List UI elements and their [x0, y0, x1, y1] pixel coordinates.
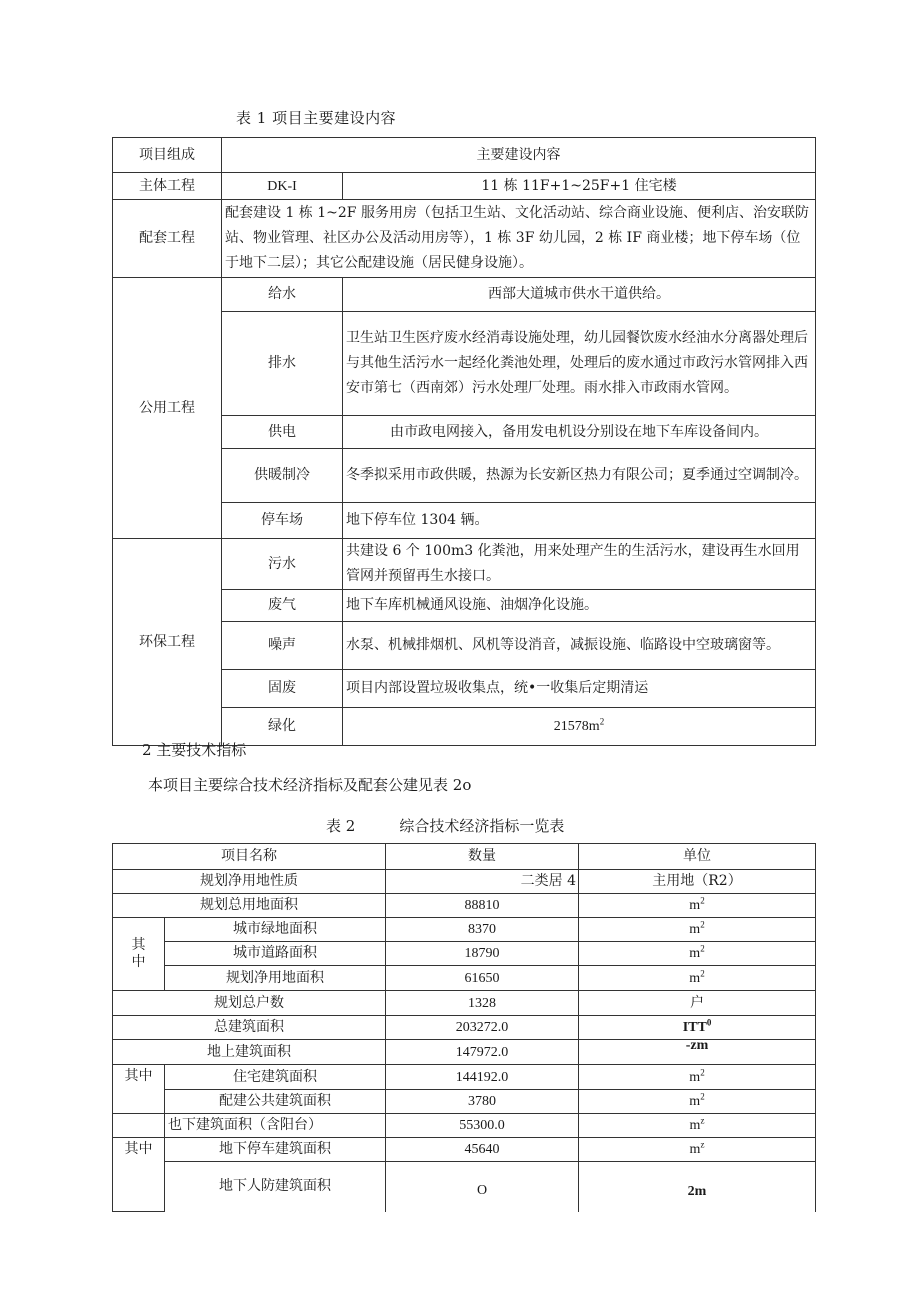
unit-text: ITT — [682, 1020, 707, 1035]
section2-paragraph: 本项目主要综合技术经济指标及配套公建见表 2o — [148, 776, 472, 794]
t2-group3-unit: 2m — [579, 1162, 816, 1212]
t2-group1-unit — [579, 942, 816, 966]
t2-households-qty: 1328 — [386, 991, 579, 1016]
t2-landuse-qty: 二类居 4 — [386, 870, 579, 894]
t2-belowfloor-unit — [579, 1114, 816, 1138]
unit-sup: z — [700, 1115, 705, 1126]
greening-sup: 2 — [599, 716, 605, 727]
table2-caption-title: 综合技术经济指标一览表 — [399, 817, 565, 835]
t2-group1-qty: 18790 — [386, 942, 579, 966]
t2-group3-name: 地下人防建筑面积 — [165, 1162, 386, 1212]
unit-text: m — [689, 922, 701, 937]
unit-text: m — [689, 1142, 701, 1157]
t1-env-content: 共建设 6 个 100m3 化粪池，用来处理产生的生活污水，建设再生水回用管网并预留再生水接口。 — [343, 539, 816, 590]
unit-sup: 2 — [700, 967, 705, 978]
t2-group1-unit — [579, 918, 816, 942]
t1-env-content — [343, 708, 816, 746]
t1-util-content: 西部大道城市供水干道供给。 — [343, 278, 816, 312]
t2-group1-qty: 61650 — [386, 966, 579, 991]
t2-group3-name: 地下停车建筑面积 — [165, 1138, 386, 1162]
t2-group1-qty: 8370 — [386, 918, 579, 942]
t1-support-content: 配套建设 1 栋 1~2F 服务用房（包括卫生站、文化活动站、综合商业设施、便利店、治安联防站、物业管理、社区办公及活动用房等），1 栋 3F 幼儿园，2 栋 IF 商业楼；地下停车场（位于地下二层）；其它公配建设施（居民健身设施）。 — [222, 200, 816, 278]
table2 — [112, 843, 816, 1212]
t2-totalland-qty: 88810 — [386, 894, 579, 918]
t2-abovefloor-qty: 147972.0 — [386, 1040, 579, 1065]
t2-group1-unit — [579, 966, 816, 991]
t1-env-content: 地下车库机械通风设施、油烟净化设施。 — [343, 590, 816, 622]
t2-header-qty: 数量 — [386, 844, 579, 870]
t2-group2-label: 其中 — [113, 1065, 165, 1114]
unit-text: m — [689, 1118, 701, 1133]
t1-util-name: 排水 — [222, 312, 343, 416]
section2-heading: 2 主要技术指标 — [142, 741, 247, 759]
unit-text: m — [689, 946, 701, 961]
t2-header-unit: 单位 — [579, 844, 816, 870]
unit-sup: 2 — [700, 919, 705, 930]
t2-households-name: 规划总户数 — [113, 991, 386, 1016]
t1-main-label: 主体工程 — [113, 173, 222, 200]
t1-header-col2: 主要建设内容 — [222, 138, 816, 173]
t2-belowfloor-name: 也下建筑面积（含阳台） — [165, 1114, 386, 1138]
unit-text: m — [689, 1094, 701, 1109]
t1-env-content: 项目内部设置垃圾收集点，统•一收集后定期清运 — [343, 670, 816, 708]
t1-util-name: 供电 — [222, 416, 343, 449]
table2-caption — [326, 815, 564, 836]
unit-sup: 2 — [700, 895, 705, 906]
t1-env-name: 噪声 — [222, 622, 343, 670]
t1-support-label: 配套工程 — [113, 200, 222, 278]
t2-header-name: 项目名称 — [113, 844, 386, 870]
t2-group2-qty: 144192.0 — [386, 1065, 579, 1090]
t1-main-code: DK-I — [222, 173, 343, 200]
t2-group1-name: 规划净用地面积 — [165, 966, 386, 991]
t1-util-content: 冬季拟采用市政供暖，热源为长安新区热力有限公司；夏季通过空调制冷。 — [343, 449, 816, 503]
t1-util-content: 由市政电网接入，备用发电机设分别设在地下车库设备间内。 — [343, 416, 816, 449]
t2-group1-name: 城市绿地面积 — [165, 918, 386, 942]
unit-sup: 2 — [700, 1066, 705, 1077]
t2-group2-name: 住宅建筑面积 — [165, 1065, 386, 1090]
t2-group3-qty: O — [386, 1162, 579, 1212]
t2-group2-qty: 3780 — [386, 1090, 579, 1114]
t1-util-name: 供暖制冷 — [222, 449, 343, 503]
t1-util-content: 地下停车位 1304 辆。 — [343, 503, 816, 539]
t2-totalland-name: 规划总用地面积 — [113, 894, 386, 918]
t2-group2-unit — [579, 1090, 816, 1114]
t2-landuse-name: 规划净用地性质 — [113, 870, 386, 894]
t2-group2-unit — [579, 1065, 816, 1090]
t2-group3-qty: 45640 — [386, 1138, 579, 1162]
unit-sup: 2 — [700, 1091, 705, 1102]
greening-value: 21578m — [553, 719, 600, 734]
unit-sup: 2 — [700, 943, 705, 954]
t1-env-label: 环保工程 — [113, 539, 222, 746]
unit-text: m — [689, 1069, 701, 1085]
t1-env-name: 绿化 — [222, 708, 343, 746]
t1-util-name: 给水 — [222, 278, 343, 312]
t2-belowfloor-qty: 55300.0 — [386, 1114, 579, 1138]
t2-group1-label: 其 中 — [113, 918, 165, 991]
unit-text: m — [689, 970, 701, 986]
t1-env-name: 废气 — [222, 590, 343, 622]
table1 — [112, 137, 816, 746]
t1-util-name: 停车场 — [222, 503, 343, 539]
t1-utilities-label: 公用工程 — [113, 278, 222, 539]
t1-header-col1: 项目组成 — [113, 138, 222, 173]
t2-group3-unit — [579, 1138, 816, 1162]
t1-main-content: 11 栋 11F+1~25F+1 住宅楼 — [343, 173, 816, 200]
t2-group1-name: 城市道路面积 — [165, 942, 386, 966]
t2-group2-name: 配建公共建筑面积 — [165, 1090, 386, 1114]
t1-env-name: 固废 — [222, 670, 343, 708]
t2-totalfloor-name: 总建筑面积 — [113, 1016, 386, 1040]
t1-util-content: 卫生站卫生医疗废水经消毒设施处理，幼儿园餐饮废水经油水分离器处理后与其他生活污水一起经化粪池处理，处理后的废水通过市政污水管网排入西安市第七（西南郊）污水处理厂处理。雨水排入市政雨水管网。 — [343, 312, 816, 416]
t2-totalfloor-unit — [579, 1016, 816, 1040]
unit-sup: 0 — [706, 1017, 712, 1028]
unit-sup: z — [700, 1139, 705, 1150]
t2-spacer — [113, 1114, 165, 1138]
t2-abovefloor-unit: -zm — [579, 1040, 816, 1065]
t2-totalland-unit — [579, 894, 816, 918]
unit-text: m — [689, 898, 701, 913]
table2-caption-num: 表 2 — [326, 817, 356, 835]
t1-env-name: 污水 — [222, 539, 343, 590]
t2-group3-label: 其中 — [113, 1138, 165, 1212]
t2-totalfloor-qty: 203272.0 — [386, 1016, 579, 1040]
t1-env-content: 水泵、机械排烟机、风机等设消音，减振设施、临路设中空玻璃窗等。 — [343, 622, 816, 670]
table1-caption: 表 1 项目主要建设内容 — [236, 109, 397, 127]
t2-abovefloor-name: 地上建筑面积 — [113, 1040, 386, 1065]
t2-households-unit: 户 — [579, 991, 816, 1016]
t2-landuse-unit: 主用地（R2） — [579, 870, 816, 894]
